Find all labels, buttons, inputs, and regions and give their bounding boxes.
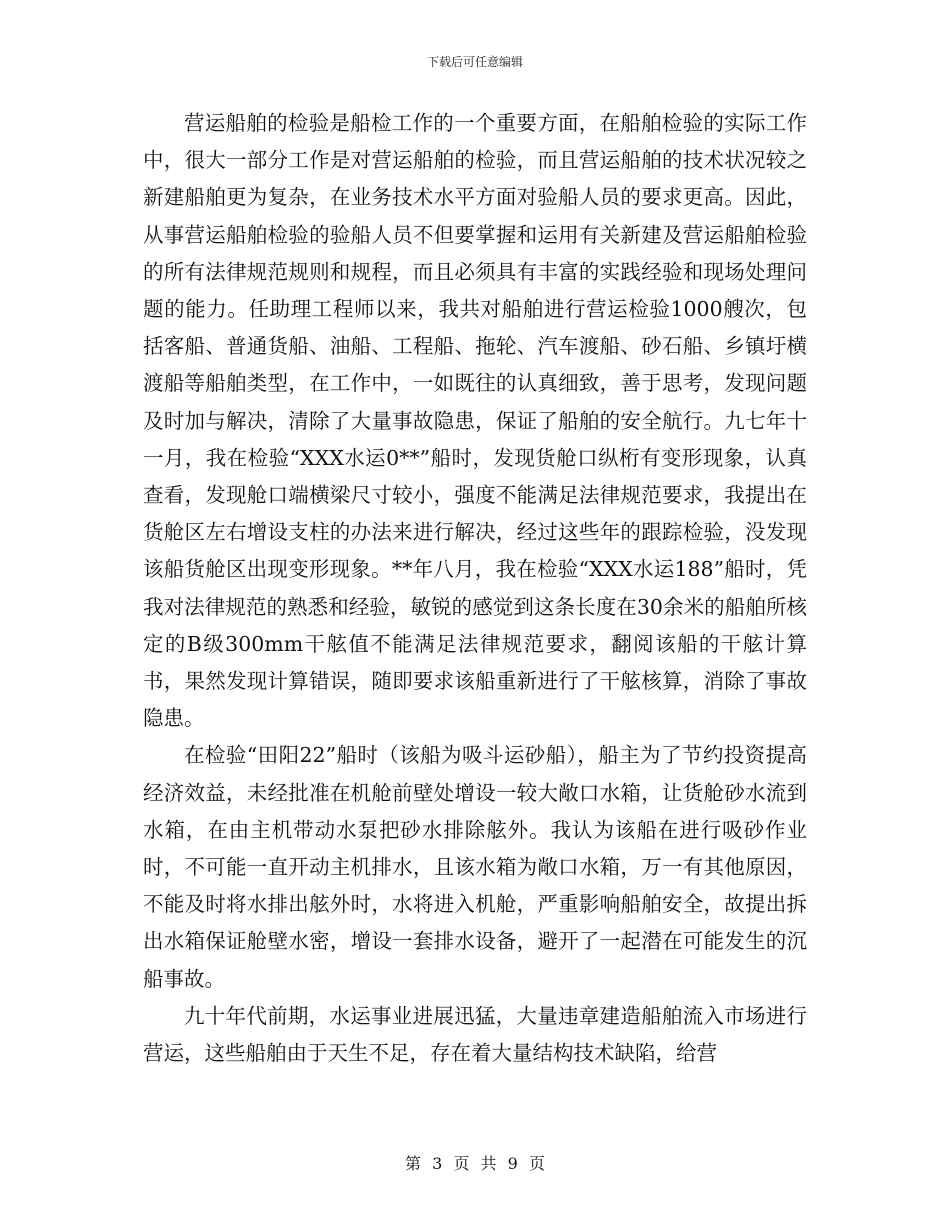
document-body [143,105,807,1072]
footer-gong: 共 [480,1154,497,1173]
header-note: 下载后可任意编辑 [426,55,523,69]
footer-ye: 页 [453,1154,470,1173]
footer-page-number: 3 [432,1154,443,1173]
page-header [0,54,950,70]
footer-ye-2: 页 [528,1154,545,1173]
footer-di: 第 [405,1154,422,1173]
footer-total-pages: 9 [507,1154,518,1173]
page-footer [0,1154,950,1174]
paragraph-1: 营运船舶的检验是船检工作的一个重要方面，在船舶检验的实际工作中，很大一部分工作是对营运船舶的检验，而且营运船舶的技术状况较之新建船舶更为复杂，在业务技术水平方面对验船人员的要求更高。因此，从事营运船舶检验的验船人员不但要掌握和运用有关新建及营运船舶检验的所有法律规范规则和规程，而且必须具有丰富的实践经验和现场处理问题的能力。任助理工程师以来，我共对船舶进行营运检验1000艘次，包括客船、普通货船、油船、工程船、拖轮、汽车渡船、砂石船、乡镇圩横渡船等船舶类型，在工作中，一如既往的认真细致，善于思考，发现问题及时加与解决，清除了大量事故隐患，保证了船舶的安全航行。九七年十一月，我在检验“XXX水运0**”船时，发现货舱口纵桁有变形现象，认真查看，发现舱口端横梁尺寸较小，强度不能满足法律规范要求，我提出在货舱区左右增设支柱的办法来进行解决，经过这些年的跟踪检验，没发现该船货舱区出现变形现象。**年八月，我在检验“XXX水运188”船时，凭我对法律规范的熟悉和经验，敏锐的感觉到这条长度在30余米的船舶所核定的B级300mm干舷值不能满足法律规范要求，翻阅该船的干舷计算书，果然发现计算错误，随即要求该船重新进行了干舷核算，消除了事故隐患。 [143,111,807,731]
paragraph-3: 九十年代前期，水运事业进展迅猛，大量违章建造船舶流入市场进行营运，这些船舶由于天生不足，存在着大量结构技术缺陷，给营 [143,1003,807,1066]
paragraph-2: 在检验“田阳22”船时（该船为吸斗运砂船），船主为了节约投资提高经济效益，未经批准在机舱前壁处增设一较大敞口水箱，让货舱砂水流到水箱，在由主机带动水泵把砂水排除舷外。我认为该船在进行吸砂作业时，不可能一直开动主机排水，且该水箱为敞口水箱，万一有其他原因，不能及时将水排出舷外时，水将进入机舱，严重影响船舶安全，故提出拆出水箱保证舱壁水密，增设一套排水设备，避开了一起潜在可能发生的沉船事故。 [143,743,807,991]
